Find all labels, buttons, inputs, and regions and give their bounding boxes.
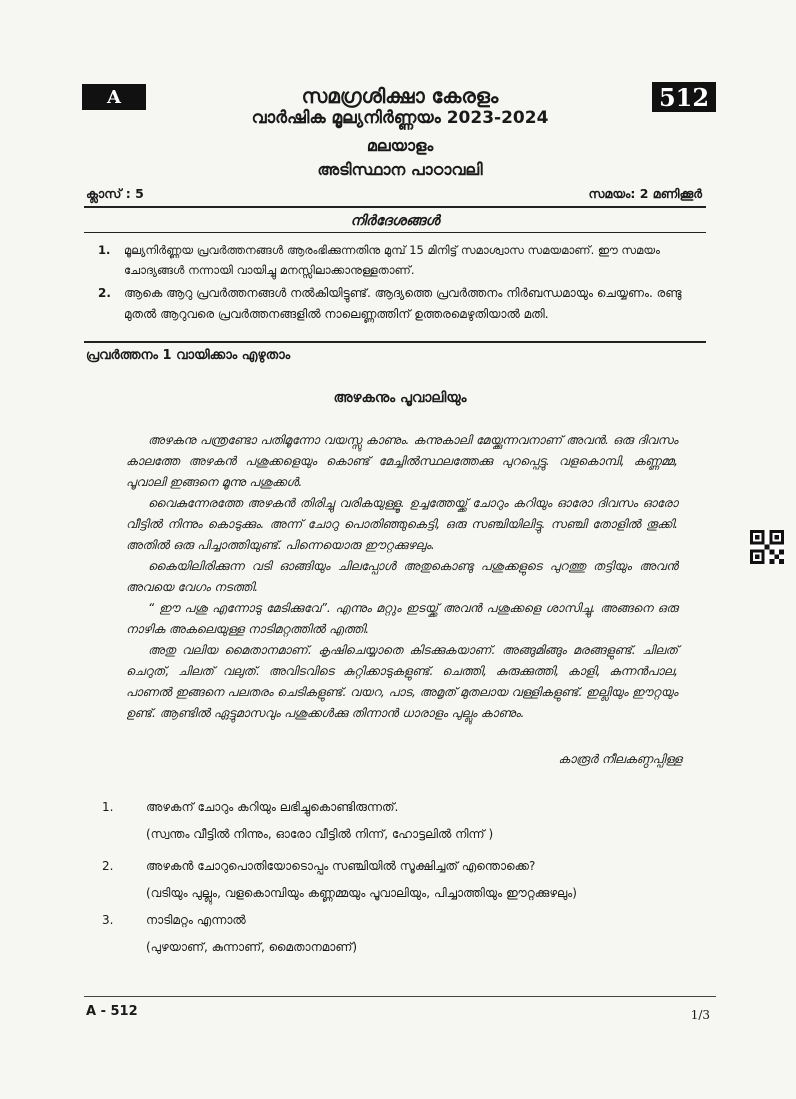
- instruction-text: മൂല്യനിർണ്ണയ പ്രവർത്തനങ്ങൾ ആരംഭിക്കുന്നതിനു മുമ്പ് 15 മിനിട്ട് സമാശ്വാസ സമയമാണ്. ഈ സമയം ചോദ്യങ്ങൾ നന്നായി വായിച്ചു മനസ്സിലാക്കാനുള്ളതാണ്.: [124, 243, 660, 277]
- story-paragraph: “ ഈ പശു എന്നോടു മേടിക്കുവേ”. എന്നും മറ്റും ഇടയ്ക്ക് അവൻ പശുക്കളെ ശാസിച്ചു. അങ്ങനെ ഒരു നാഴിക അകലെയുള്ള നാടിമറ്റത്തിൽ എത്തി.: [126, 601, 678, 636]
- section-divider: [84, 341, 706, 343]
- page-number: 1/3: [690, 1008, 710, 1022]
- instructions-divider: [84, 232, 706, 233]
- question-number: 1.: [102, 800, 114, 814]
- story-body: [126, 430, 678, 724]
- question-text: നാടിമറ്റം എന്നാൽ: [146, 913, 246, 927]
- instruction-text: ആകെ ആറു പ്രവർത്തനങ്ങൾ നൽകിയിട്ടുണ്ട്. ആദ്യത്തെ പ്രവർത്തനം നിർബന്ധമായും ചെയ്യണം. രണ്ടു മുതൽ ആറുവരെ പ്രവർത്തനങ്ങളിൽ നാലെണ്ണത്തിന് ഉത്തരമെഴുതിയാൽ മതി.: [124, 286, 682, 321]
- subject-title: മലയാളം: [366, 136, 434, 155]
- class-label: ക്ലാസ് : 5: [86, 186, 144, 201]
- instructions-title: നിർദേശങ്ങൾ: [350, 213, 440, 229]
- question-options: (പുഴയാണ്, കുന്നാണ്, മൈതാനമാണ്): [146, 940, 358, 954]
- exam-title: വാർഷിക മൂല്യനിർണ്ണയം 2023-2024: [251, 108, 549, 128]
- story-paragraph: അഴകനു പന്ത്രണ്ടോ പതിമൂന്നോ വയസ്സു കാണും. കന്നുകാലി മേയ്ക്കുന്നവനാണ് അവൻ. ഒരു ദിവസം കാലത്തേ അഴകൻ പശുക്കളെയും കൊണ്ട് മേച്ചിൽസ്ഥലത്തേക്കു പുറപ്പെട്ടു. വളകൊമ്പി, കണ്ണമ്മ, പൂവാലി ഇങ്ങനെ മൂന്നു പശുക്കൾ.: [126, 433, 678, 489]
- header-divider: [84, 206, 706, 208]
- textbook-title: അടിസ്ഥാന പാഠാവലി: [317, 160, 483, 179]
- instruction-number: 2.: [98, 286, 111, 300]
- question-number: 2.: [102, 859, 114, 873]
- organization-title: സമഗ്രശിക്ഷാ കേരളം: [301, 84, 499, 108]
- footer-divider: [84, 996, 716, 997]
- instruction-item: [98, 240, 706, 280]
- story-title: അഴകനും പൂവാലിയും: [333, 390, 467, 406]
- question-options: (വടിയും പുല്ലും, വളകൊമ്പിയും കണ്ണമ്മയും പൂവാലിയും, പിച്ചാത്തിയും ഈറ്റക്കുഴലും): [146, 886, 577, 900]
- story-paragraph: കൈയിലിരിക്കുന്ന വടി ഓങ്ങിയും ചിലപ്പോൾ അതുകൊണ്ടു പശുക്കളുടെ പുറത്തു തട്ടിയും അവൻ അവയെ വേഗം നടത്തി.: [126, 559, 678, 594]
- instruction-item: [98, 283, 706, 325]
- question-text: അഴകൻ ചോറുപൊതിയോടൊപ്പം സഞ്ചിയിൽ സൂക്ഷിച്ചത് എന്തൊക്കെ?: [146, 859, 536, 873]
- instruction-number: 1.: [98, 243, 111, 257]
- question-number: 3.: [102, 913, 114, 927]
- paper-number-badge: 512: [652, 82, 716, 112]
- story-paragraph: വൈകുന്നേരത്തേ അഴകൻ തിരിച്ചു വരികയുള്ളൂ. ഉച്ചത്തേയ്ക്ക് ചോറും കറിയും ഓരോ ദിവസം ഓരോ വീട്ടിൽ നിന്നും കൊടുക്കും. അന്ന് ചോറു പൊതിഞ്ഞുകെട്ടി, ഒരു സഞ്ചിയിലിട്ടു. സഞ്ചി തോളിൽ തൂക്കി. അതിൽ ഒരു പിച്ചാത്തിയുണ്ട്. പിന്നെയൊരു ഈറ്റക്കുഴലും.: [126, 496, 678, 552]
- set-code-badge: A: [82, 84, 146, 110]
- question-text: അഴകന് ചോറും കറിയും ലഭിച്ചുകൊണ്ടിരുന്നത്.: [146, 800, 399, 814]
- time-label: സമയം: 2 മണിക്കൂർ: [588, 186, 702, 201]
- qr-code-icon: [750, 530, 784, 564]
- section-title: പ്രവർത്തനം 1 വായിക്കാം എഴുതാം: [86, 348, 291, 363]
- question-options: (സ്വന്തം വീട്ടിൽ നിന്നും, ഓരോ വീട്ടിൽ നിന്ന്, ഹോട്ടലിൽ നിന്ന് ): [146, 827, 494, 841]
- story-paragraph: അതു വലിയ മൈതാനമാണ്. കൃഷിചെയ്യാതെ കിടക്കുകയാണ്. അങ്ങുമിങ്ങും മരങ്ങളുണ്ട്. ചിലത് ചെറുത്, ചിലത് വലുത്. അവിടവിടെ കുറ്റിക്കാടുകളുണ്ട്. ചെത്തി, കുരുക്കുത്തി, കാളി, കുന്നൻപാല, പാണൽ ഇങ്ങനെ പലതരം ചെടികളുണ്ട്. വയറ, പാട, അമൃത് മുതലായ വള്ളികളുണ്ട്. ഇല്ലിയും ഈറ്റയും ഉണ്ട്. ആണ്ടിൽ ഏട്ടുമാസവും പശുക്കൾക്കു തിന്നാൻ ധാരാളം പുല്ലും കാണും.: [126, 643, 678, 720]
- footer-code: A - 512: [86, 1004, 138, 1019]
- story-author: കാരൂർ നീലകണ്ഠപ്പിള്ള: [558, 752, 682, 766]
